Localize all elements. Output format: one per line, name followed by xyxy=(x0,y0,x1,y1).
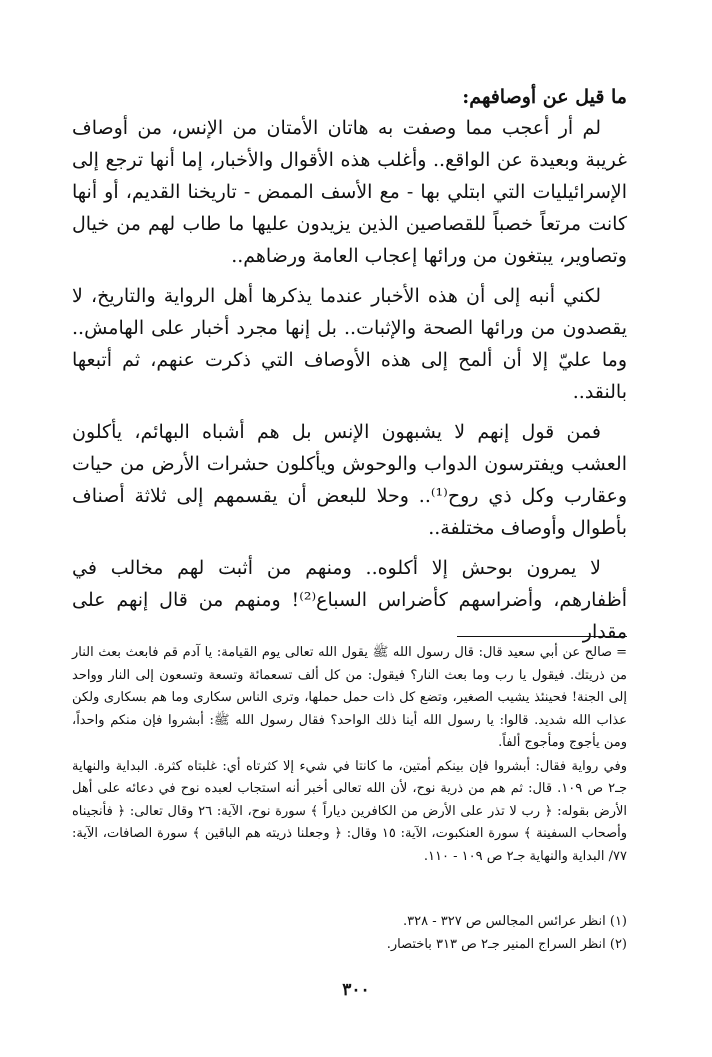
footnote-divider xyxy=(457,636,627,637)
references xyxy=(72,910,627,956)
main-text xyxy=(72,82,627,654)
paragraph-2: لكني أنبه إلى أن هذه الأخبار عندما يذكرها أهل الرواية والتاريخ، لا يقصدون من ورائها الصحة والإثبات.. بل إنها مجرد أخبار على الهامش.. وما عليّ إلا أن ألمح إلى هذه الأوصاف التي ذكرت عنهم، ثم أتبعها بالنقد.. xyxy=(72,285,627,403)
paragraph-1: لم أر أعجب مما وصفت به هاتان الأمتان من الإنس، من أوصاف غريبة وبعيدة عن الواقع.. وأغلب هذه الأقوال والأخبار، إما أنها ترجع إلى الإسرائيليات التي ابتلي بها - مع الأسف الممض - تاريخنا القديم، أو أنها كانت مرتعاً خصباً للقصاصين الذين يزيدون عليها ما طاب لهم من خيال وتصاوير، يبتغون من ورائها إعجاب العامة ورضاهم.. xyxy=(72,117,627,267)
footnotes xyxy=(72,642,627,869)
footnote-continued xyxy=(72,642,627,755)
page-number: ٣٠٠ xyxy=(342,980,370,1000)
paragraph-3: فمن قول إنهم لا يشبهون الإنس بل هم أشباه البهائم، يأكلون العشب ويفترسون الدواب والوحوش ويأكلون حشرات الأرض من حيات وعقارب وكل ذي روح⁽¹⁾.. وحلا للبعض أن يقسمهم إلى ثلاثة أصناف بأطوال وأوصاف مختلفة.. xyxy=(72,421,627,539)
reference-2: (٢) انظر السراج المنير جـ٢ ص ٣١٣ باختصار. xyxy=(386,937,627,952)
reference-1: (١) انظر عرائس المجالس ص ٣٢٧ - ٣٢٨. xyxy=(402,914,627,929)
section-heading: ما قيل عن أوصافهم: xyxy=(462,86,627,108)
footnote-text-1: صالح عن أبي سعيد قال: قال رسول الله ﷺ يقول الله تعالى يوم القيامة: يا آدم قم فابعث بعث النار من ذريتك. فيقول يا رب وما بعث النار؟ فيقول: من كل ألف تسعمائة وتسعة وتسعون إلى النار وواحد إلى الجنة! فحينئذ يشيب الصغير، وتضع كل ذات حمل حملها، وترى الناس سكارى وما هم بسكارى ولكن عذاب الله شديد. قالوا: يا رسول الله أينا ذلك الواحد؟ فقال رسول الله ﷺ: أبشروا فإن منكم واحداً، ومن يأجوج ومأجوج ألفاً. xyxy=(72,645,627,750)
paragraph-4: لا يمرون بوحش إلا أكلوه.. ومنهم من أثبت لهم مخالب في أظفارهم، وأضراسهم كأضراس السباع⁽²⁾! ومنهم من قال إنهم على مقدار xyxy=(72,557,627,643)
continuation-marker: = xyxy=(616,645,627,660)
footnote-text-2: وفي رواية فقال: أبشروا فإن بينكم أمتين، ما كانتا في شيء إلا كثرتاه أي: غلبتاه كثرة. البداية والنهاية جـ٢ ص ١٠٩. قال: ثم هم من ذرية نوح، لأن الله تعالى أخبر أنه استجاب لعبده نوح في دعائه على أهل الأرض بقوله: ﴿ رب لا تذر على الأرض من الكافرين دياراً ﴾ سورة نوح، الآية: ٢٦ وقال تعالى: ﴿ فأنجيناه وأصحاب السفينة ﴾ سورة العنكبوت، الآية: ١٥ وقال: ﴿ وجعلنا ذريته هم الباقين ﴾ سورة الصافات، الآية: ٧٧/ البداية والنهاية جـ٢ ص ١٠٩ - ١١٠. xyxy=(72,758,628,864)
